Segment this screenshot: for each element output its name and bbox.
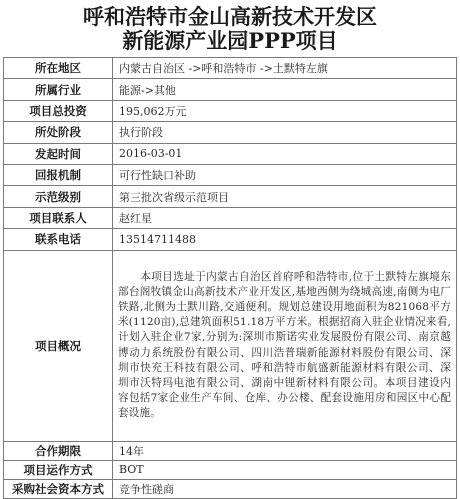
label-contact: 项目联系人: [4, 207, 113, 228]
title-line-2: 新能源产业园PPP项目: [122, 28, 338, 53]
project-info-table: [3, 57, 457, 499]
label-investment: 项目总投资: [4, 100, 113, 121]
table-row-return-mechanism: [4, 164, 457, 185]
table-row-region: [4, 58, 457, 79]
label-start-date: 发起时间: [4, 143, 113, 164]
value-investment: 195,062万元: [113, 100, 457, 121]
label-return-mechanism: 回报机制: [4, 164, 113, 185]
table-row-term: [4, 441, 457, 460]
label-demo-level: 示范级别: [4, 186, 113, 207]
label-term: 合作期限: [4, 441, 113, 460]
table-row-industry: [4, 79, 457, 100]
value-operation-mode: BOT: [113, 460, 457, 479]
table-row-start-date: [4, 143, 457, 164]
table-row-investment: [4, 100, 457, 121]
value-return-mechanism: 可行性缺口补助: [113, 164, 457, 185]
document-title: [0, 0, 460, 51]
label-region: 所在地区: [4, 58, 113, 79]
label-overview: 项目概况: [4, 250, 113, 441]
title-line-1: 呼和浩特市金山高新技术开发区: [83, 4, 377, 29]
table-row-contact: [4, 207, 457, 228]
table-row-stage: [4, 122, 457, 143]
value-contact: 赵红星: [113, 207, 457, 228]
overview-cell: [113, 250, 457, 441]
value-start-date: 2016-03-01: [113, 143, 457, 164]
label-operation-mode: 项目运作方式: [4, 460, 113, 479]
value-industry: 能源->其他: [113, 79, 457, 100]
value-overview: 本项目选址于内蒙古自治区首府呼和浩特市,位于土默特左旗境东部台阁牧镇金山高新技术产业开发区,基地西侧为绕城高速,南侧为电厂铁路,北侧为土默川路,交通便利。规划总建设用地面积为821068平方米(1120亩),总建筑面积51.18万平方米。根据招商入驻企业情况来看,计划入驻企业7家,分别为:深圳市斯诺实业发展股份有限公司、南京越博动力系统股份有限公司、四川浩普瑞新能源材料股份有限公司、深圳市快充王科技有限公司、呼和浩特市航盛新能源材料有限公司、深圳市沃特玛电池有限公司、湖南中锂新材料有限公司。本项目建设内容包括7家企业生产车间、仓库、办公楼、配套设施用房和园区中心配套设施。: [118, 270, 451, 420]
table-row-overview: [4, 250, 457, 441]
table-row-demo-level: [4, 186, 457, 207]
value-phone: 13514711488: [113, 229, 457, 250]
table-row-procurement: [4, 479, 457, 498]
value-demo-level: 第三批次省级示范项目: [113, 186, 457, 207]
value-term: 14年: [113, 441, 457, 460]
label-industry: 所属行业: [4, 79, 113, 100]
label-stage: 所处阶段: [4, 122, 113, 143]
value-region: 内蒙古自治区 ->呼和浩特市 ->土默特左旗: [113, 58, 457, 79]
value-stage: 执行阶段: [113, 122, 457, 143]
label-phone: 联系电话: [4, 229, 113, 250]
table-row-operation-mode: [4, 460, 457, 479]
value-procurement: 竞争性磋商: [113, 479, 457, 498]
table-row-phone: [4, 229, 457, 250]
label-procurement: 采购社会资本方式: [4, 479, 113, 498]
